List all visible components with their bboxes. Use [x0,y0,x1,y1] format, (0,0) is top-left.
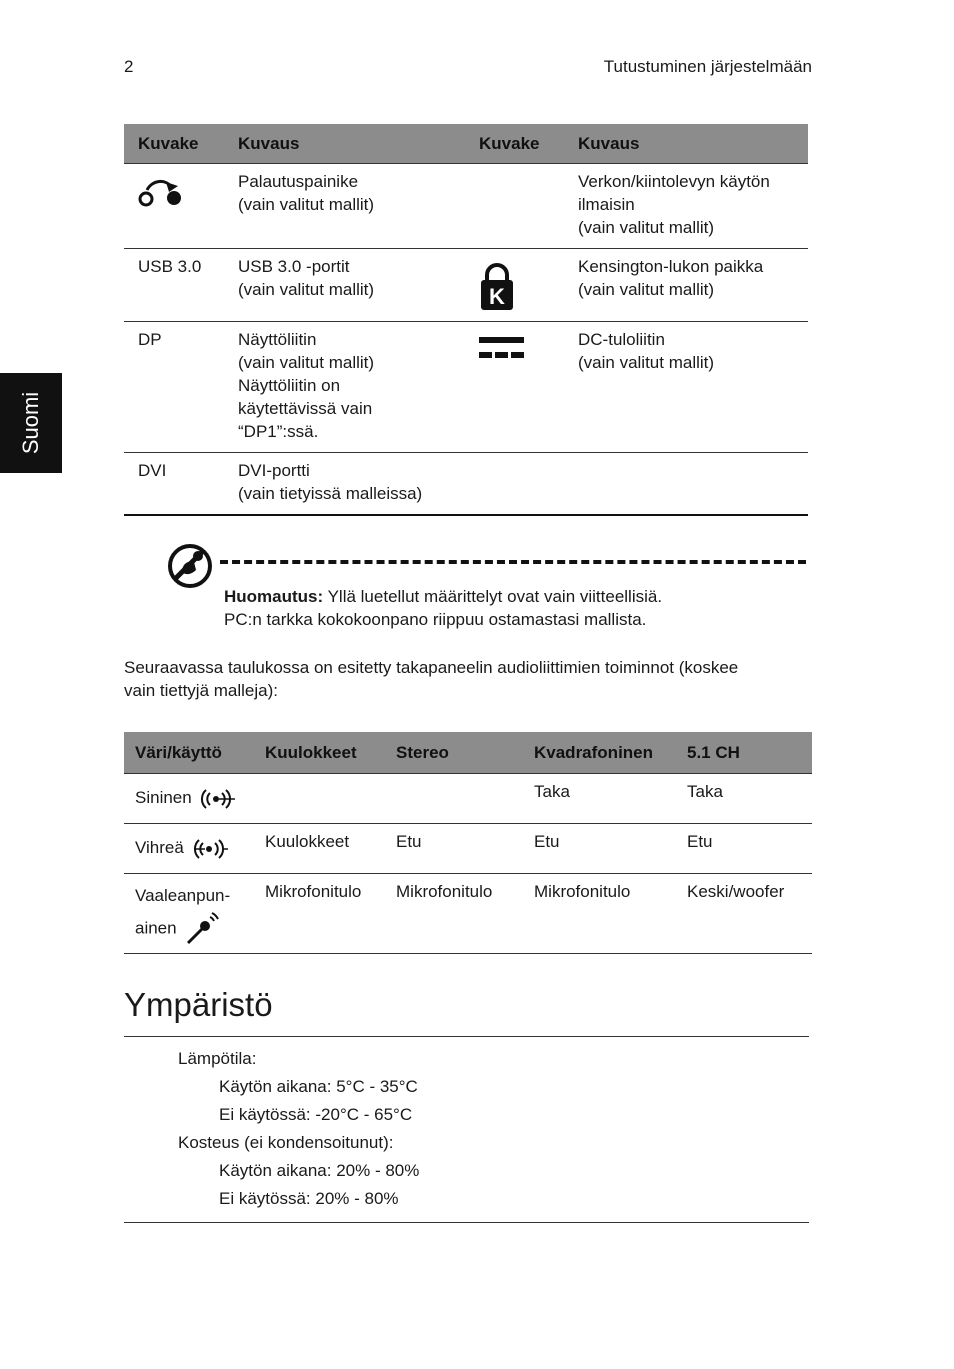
header-color: Väri/käyttö [124,732,254,774]
table-cell: Etu [385,824,523,874]
temperature-operating: Käytön aikana: 5°C - 35°C [219,1077,418,1096]
table-cell: Taka [523,774,676,824]
icon-label-cell: USB 3.0 [124,249,224,322]
header-quadraphonic: Kvadrafoninen [523,732,676,774]
desc-line: (vain valitut mallit) [238,195,375,214]
table-row [124,774,812,824]
color-label: Sininen [135,788,192,807]
icon-cell [465,249,564,322]
icon-label-cell: DVI [124,453,224,515]
color-cell [124,874,254,954]
desc-cell [564,322,808,453]
header-headphones: Kuulokkeet [254,732,385,774]
humidity-label: Kosteus (ei kondensoitunut): [178,1133,394,1152]
line-out-icon [193,837,229,861]
color-label: Vihreä [135,838,184,857]
desc-line: DC-tuloliitin [578,330,665,349]
line-in-icon [200,787,236,811]
desc-cell [564,249,808,322]
svg-text:K: K [489,284,505,309]
table-row [124,249,808,322]
desc-line: ilmaisin [578,195,635,214]
table-cell: Mikrofonitulo [254,874,385,954]
desc-line: Kensington-lukon paikka [578,257,764,276]
microphone-icon [185,912,219,946]
color-cell [124,774,254,824]
section-title: Ympäristö [124,986,273,1023]
desc-line: Palautuspainike [238,172,359,191]
table-cell: Mikrofonitulo [523,874,676,954]
desc-cell [224,164,465,249]
table-cell: Etu [676,824,812,874]
desc-line: Verkon/kiintolevyn käytön [578,172,770,191]
desc-line: (vain valitut mallit) [578,353,715,372]
icon-table-header [124,124,808,164]
note-text-line2: PC:n tarkka kokokoonpano riippuu ostamastasi mallista. [224,610,647,629]
kensington-lock-icon [479,263,515,311]
table-row [124,824,812,874]
color-label: Vaaleanpun- [135,886,231,905]
table-row [124,164,808,249]
desc-line: USB 3.0 -portit [238,257,350,276]
dc-power-icon [479,336,525,360]
desc-line: käytettävissä vain [238,399,373,418]
color-label: ainen [135,918,177,938]
desc-line: DVI-portti [238,461,310,480]
chapter-title: Tutustuminen järjestelmään [603,57,812,76]
section-divider-top [124,1036,809,1037]
desc-line: (vain valitut mallit) [578,218,715,237]
recovery-button-icon [138,174,188,210]
color-cell [124,824,254,874]
table-cell: Mikrofonitulo [385,874,523,954]
paragraph-line: Seuraavassa taulukossa on esitetty takapaneelin audioliittimien toiminnot (koskee [124,658,739,677]
desc-cell [224,249,465,322]
temperature-label: Lämpötila: [178,1049,257,1068]
temperature-nonoperating: Ei käytössä: -20°C - 65°C [219,1105,413,1124]
note-divider [220,560,806,564]
header-desc-2: Kuvaus [564,124,808,164]
note-icon [166,542,214,590]
note-text-line1: Yllä luetellut määrittelyt ovat vain viitteellisiä. [323,587,663,606]
table-cell: Etu [523,824,676,874]
table-row [124,322,808,453]
table-row [124,874,812,954]
header-51ch: 5.1 CH [676,732,812,774]
icon-cell [124,164,224,249]
icon-table [124,124,808,516]
desc-line: (vain tietyissä malleissa) [238,484,423,503]
desc-line: (vain valitut mallit) [238,353,375,372]
table-cell [254,774,385,824]
desc-cell [224,322,465,453]
desc-line: (vain valitut mallit) [238,280,375,299]
icon-label-cell: DP [124,322,224,453]
language-side-tab [0,373,62,473]
humidity-nonoperating: Ei käytössä: 20% - 80% [219,1189,399,1208]
desc-line: Näyttöliitin [238,330,317,349]
icon-cell [465,164,564,249]
header-desc-1: Kuvaus [224,124,465,164]
audio-table-header [124,732,812,774]
page-number: 2 [124,57,134,76]
icon-cell [465,322,564,453]
desc-line: (vain valitut mallit) [578,280,715,299]
intro-paragraph [124,656,814,702]
note-text [224,585,814,631]
audio-table [124,732,812,954]
desc-cell [224,453,808,515]
table-cell: Kuulokkeet [254,824,385,874]
humidity-operating: Käytön aikana: 20% - 80% [219,1161,420,1180]
header-stereo: Stereo [385,732,523,774]
table-row [124,453,808,515]
environment-specs [124,1045,809,1213]
table-cell: Keski/woofer [676,874,812,954]
paragraph-line: vain tiettyjä malleja): [124,681,279,700]
section-divider-bottom [124,1222,809,1223]
note-label: Huomautus: [224,587,324,606]
header-icon-2: Kuvake [465,124,564,164]
side-tab-label: Suomi [18,391,43,455]
table-cell [385,774,523,824]
desc-line: “DP1”:ssä. [238,422,319,441]
desc-line: Näyttöliitin on [238,376,341,395]
desc-cell [564,164,808,249]
header-icon-1: Kuvake [124,124,224,164]
table-cell: Taka [676,774,812,824]
